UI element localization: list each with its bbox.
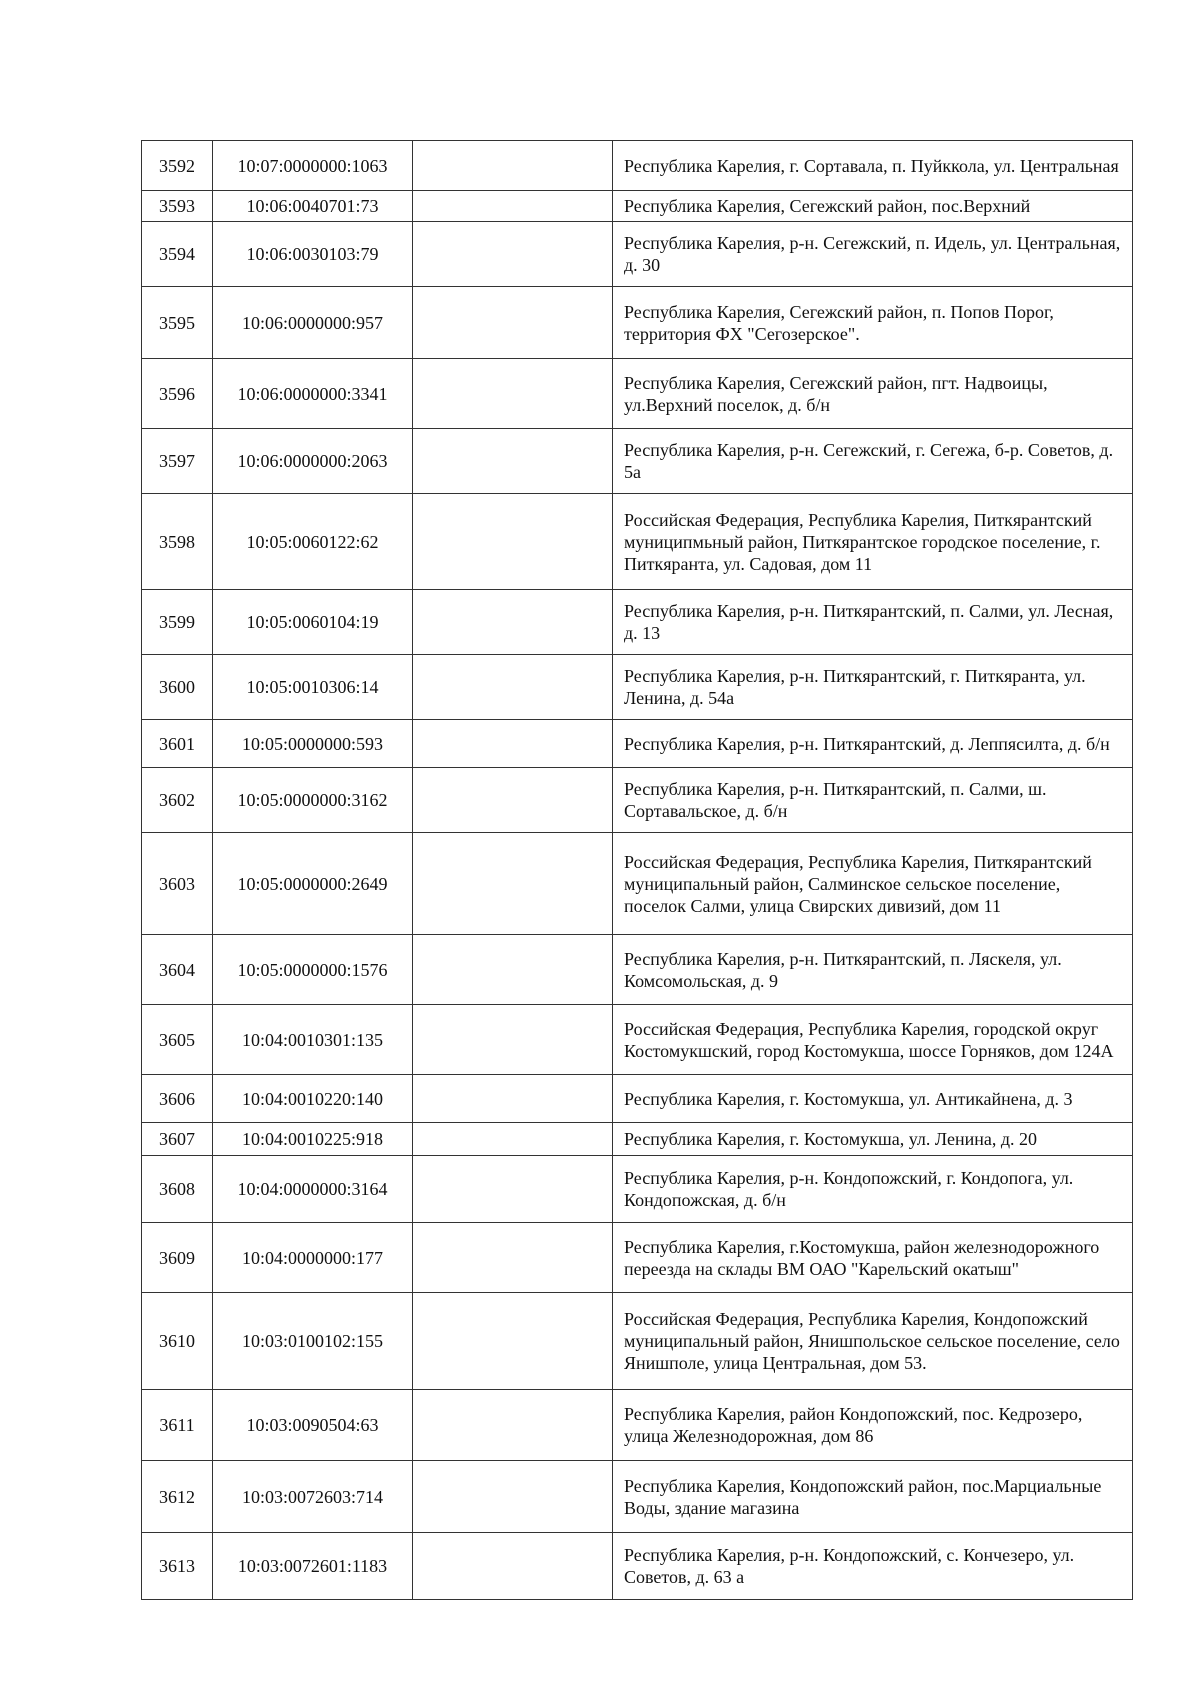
cadastral-number: 10:04:0000000:3164 <box>213 1156 413 1223</box>
cadastral-number: 10:04:0010225:918 <box>213 1123 413 1156</box>
blank-cell <box>413 287 613 359</box>
table-row <box>142 655 1133 720</box>
address: Российская Федерация, Республика Карелия, Питкярантский муниципмьный район, Питкярантское городское поселение, г. Питкяранта, ул. Садовая, дом 11 <box>613 494 1133 590</box>
blank-cell <box>413 1075 613 1123</box>
table-row <box>142 222 1133 287</box>
cadastral-number: 10:06:0040701:73 <box>213 191 413 222</box>
cadastral-number: 10:05:0000000:2649 <box>213 833 413 935</box>
address: Российская Федерация, Республика Карелия, Кондопожский муниципальный район, Янишпольское сельское поселение, село Янишполе, улица Центральная, дом 53. <box>613 1293 1133 1390</box>
row-number: 3598 <box>142 494 213 590</box>
table-row <box>142 1390 1133 1461</box>
row-number: 3607 <box>142 1123 213 1156</box>
address: Республика Карелия, р-н. Питкярантский, д. Леппясилта, д. б/н <box>613 720 1133 768</box>
row-number: 3592 <box>142 141 213 191</box>
table-row <box>142 1156 1133 1223</box>
blank-cell <box>413 833 613 935</box>
table-row <box>142 287 1133 359</box>
table-row <box>142 768 1133 833</box>
row-number: 3611 <box>142 1390 213 1461</box>
row-number: 3604 <box>142 935 213 1005</box>
row-number: 3612 <box>142 1461 213 1533</box>
address: Республика Карелия, Сегежский район, пос.Верхний <box>613 191 1133 222</box>
row-number: 3593 <box>142 191 213 222</box>
table-row <box>142 1075 1133 1123</box>
address: Республика Карелия, р-н. Сегежский, п. Идель, ул. Центральная, д. 30 <box>613 222 1133 287</box>
registry-table <box>141 140 1133 1600</box>
blank-cell <box>413 590 613 655</box>
blank-cell <box>413 1223 613 1293</box>
row-number: 3594 <box>142 222 213 287</box>
blank-cell <box>413 1533 613 1600</box>
blank-cell <box>413 655 613 720</box>
row-number: 3603 <box>142 833 213 935</box>
blank-cell <box>413 141 613 191</box>
blank-cell <box>413 429 613 494</box>
cadastral-number: 10:03:0072601:1183 <box>213 1533 413 1600</box>
row-number: 3601 <box>142 720 213 768</box>
blank-cell <box>413 494 613 590</box>
table-row <box>142 1533 1133 1600</box>
table-row <box>142 429 1133 494</box>
address: Республика Карелия, Кондопожский район, пос.Марциальные Воды, здание магазина <box>613 1461 1133 1533</box>
table-row <box>142 141 1133 191</box>
blank-cell <box>413 191 613 222</box>
cadastral-number: 10:04:0010301:135 <box>213 1005 413 1075</box>
row-number: 3602 <box>142 768 213 833</box>
row-number: 3608 <box>142 1156 213 1223</box>
address: Республика Карелия, г. Костомукша, ул. Антикайнена, д. 3 <box>613 1075 1133 1123</box>
blank-cell <box>413 1293 613 1390</box>
table-row <box>142 359 1133 429</box>
blank-cell <box>413 720 613 768</box>
address: Республика Карелия, р-н. Питкярантский, п. Ляскеля, ул. Комсомольская, д. 9 <box>613 935 1133 1005</box>
blank-cell <box>413 768 613 833</box>
address: Республика Карелия, р-н. Кондопожский, г. Кондопога, ул. Кондопожская, д. б/н <box>613 1156 1133 1223</box>
cadastral-number: 10:06:0000000:2063 <box>213 429 413 494</box>
row-number: 3600 <box>142 655 213 720</box>
table-row <box>142 833 1133 935</box>
address: Республика Карелия, г.Костомукша, район железнодорожного переезда на склады ВМ ОАО "Карельский окатыш" <box>613 1223 1133 1293</box>
cadastral-number: 10:05:0000000:593 <box>213 720 413 768</box>
address: Республика Карелия, Сегежский район, пгт. Надвоицы, ул.Верхний поселок, д. б/н <box>613 359 1133 429</box>
address: Республика Карелия, р-н. Сегежский, г. Сегежа, б-р. Советов, д. 5а <box>613 429 1133 494</box>
blank-cell <box>413 1005 613 1075</box>
table-row <box>142 191 1133 222</box>
row-number: 3597 <box>142 429 213 494</box>
table-row <box>142 1293 1133 1390</box>
row-number: 3610 <box>142 1293 213 1390</box>
address: Республика Карелия, р-н. Питкярантский, п. Салми, ш. Сортавальское, д. б/н <box>613 768 1133 833</box>
address: Республика Карелия, р-н. Питкярантский, п. Салми, ул. Лесная, д. 13 <box>613 590 1133 655</box>
table-row <box>142 720 1133 768</box>
address: Республика Карелия, район Кондопожский, пос. Кедрозеро, улица Железнодорожная, дом 86 <box>613 1390 1133 1461</box>
cadastral-number: 10:07:0000000:1063 <box>213 141 413 191</box>
cadastral-number: 10:05:0010306:14 <box>213 655 413 720</box>
blank-cell <box>413 935 613 1005</box>
row-number: 3605 <box>142 1005 213 1075</box>
blank-cell <box>413 1156 613 1223</box>
cadastral-number: 10:03:0100102:155 <box>213 1293 413 1390</box>
blank-cell <box>413 359 613 429</box>
row-number: 3595 <box>142 287 213 359</box>
address: Российская Федерация, Республика Карелия, городской округ Костомукшский, город Костомукша, шоссе Горняков, дом 124А <box>613 1005 1133 1075</box>
table-row <box>142 590 1133 655</box>
table-row <box>142 1461 1133 1533</box>
address: Республика Карелия, р-н. Кондопожский, с. Кончезеро, ул. Советов, д. 63 а <box>613 1533 1133 1600</box>
blank-cell <box>413 1390 613 1461</box>
cadastral-number: 10:04:0000000:177 <box>213 1223 413 1293</box>
row-number: 3606 <box>142 1075 213 1123</box>
address: Республика Карелия, Сегежский район, п. Попов Порог, территория ФХ "Сегозерское". <box>613 287 1133 359</box>
table-row <box>142 1223 1133 1293</box>
cadastral-number: 10:04:0010220:140 <box>213 1075 413 1123</box>
table-row <box>142 1123 1133 1156</box>
blank-cell <box>413 222 613 287</box>
address: Республика Карелия, г. Костомукша, ул. Ленина, д. 20 <box>613 1123 1133 1156</box>
blank-cell <box>413 1123 613 1156</box>
cadastral-number: 10:05:0060122:62 <box>213 494 413 590</box>
row-number: 3599 <box>142 590 213 655</box>
cadastral-number: 10:03:0090504:63 <box>213 1390 413 1461</box>
table-row <box>142 494 1133 590</box>
address: Республика Карелия, р-н. Питкярантский, г. Питкяранта, ул. Ленина, д. 54а <box>613 655 1133 720</box>
address: Республика Карелия, г. Сортавала, п. Пуйккола, ул. Центральная <box>613 141 1133 191</box>
cadastral-number: 10:06:0030103:79 <box>213 222 413 287</box>
cadastral-number: 10:05:0060104:19 <box>213 590 413 655</box>
cadastral-number: 10:03:0072603:714 <box>213 1461 413 1533</box>
blank-cell <box>413 1461 613 1533</box>
table-row <box>142 1005 1133 1075</box>
cadastral-number: 10:05:0000000:3162 <box>213 768 413 833</box>
cadastral-number: 10:06:0000000:957 <box>213 287 413 359</box>
cadastral-number: 10:06:0000000:3341 <box>213 359 413 429</box>
table-row <box>142 935 1133 1005</box>
row-number: 3609 <box>142 1223 213 1293</box>
address: Российская Федерация, Республика Карелия, Питкярантский муниципальный район, Салминское сельское поселение, поселок Салми, улица Свирских дивизий, дом 11 <box>613 833 1133 935</box>
row-number: 3596 <box>142 359 213 429</box>
row-number: 3613 <box>142 1533 213 1600</box>
cadastral-number: 10:05:0000000:1576 <box>213 935 413 1005</box>
